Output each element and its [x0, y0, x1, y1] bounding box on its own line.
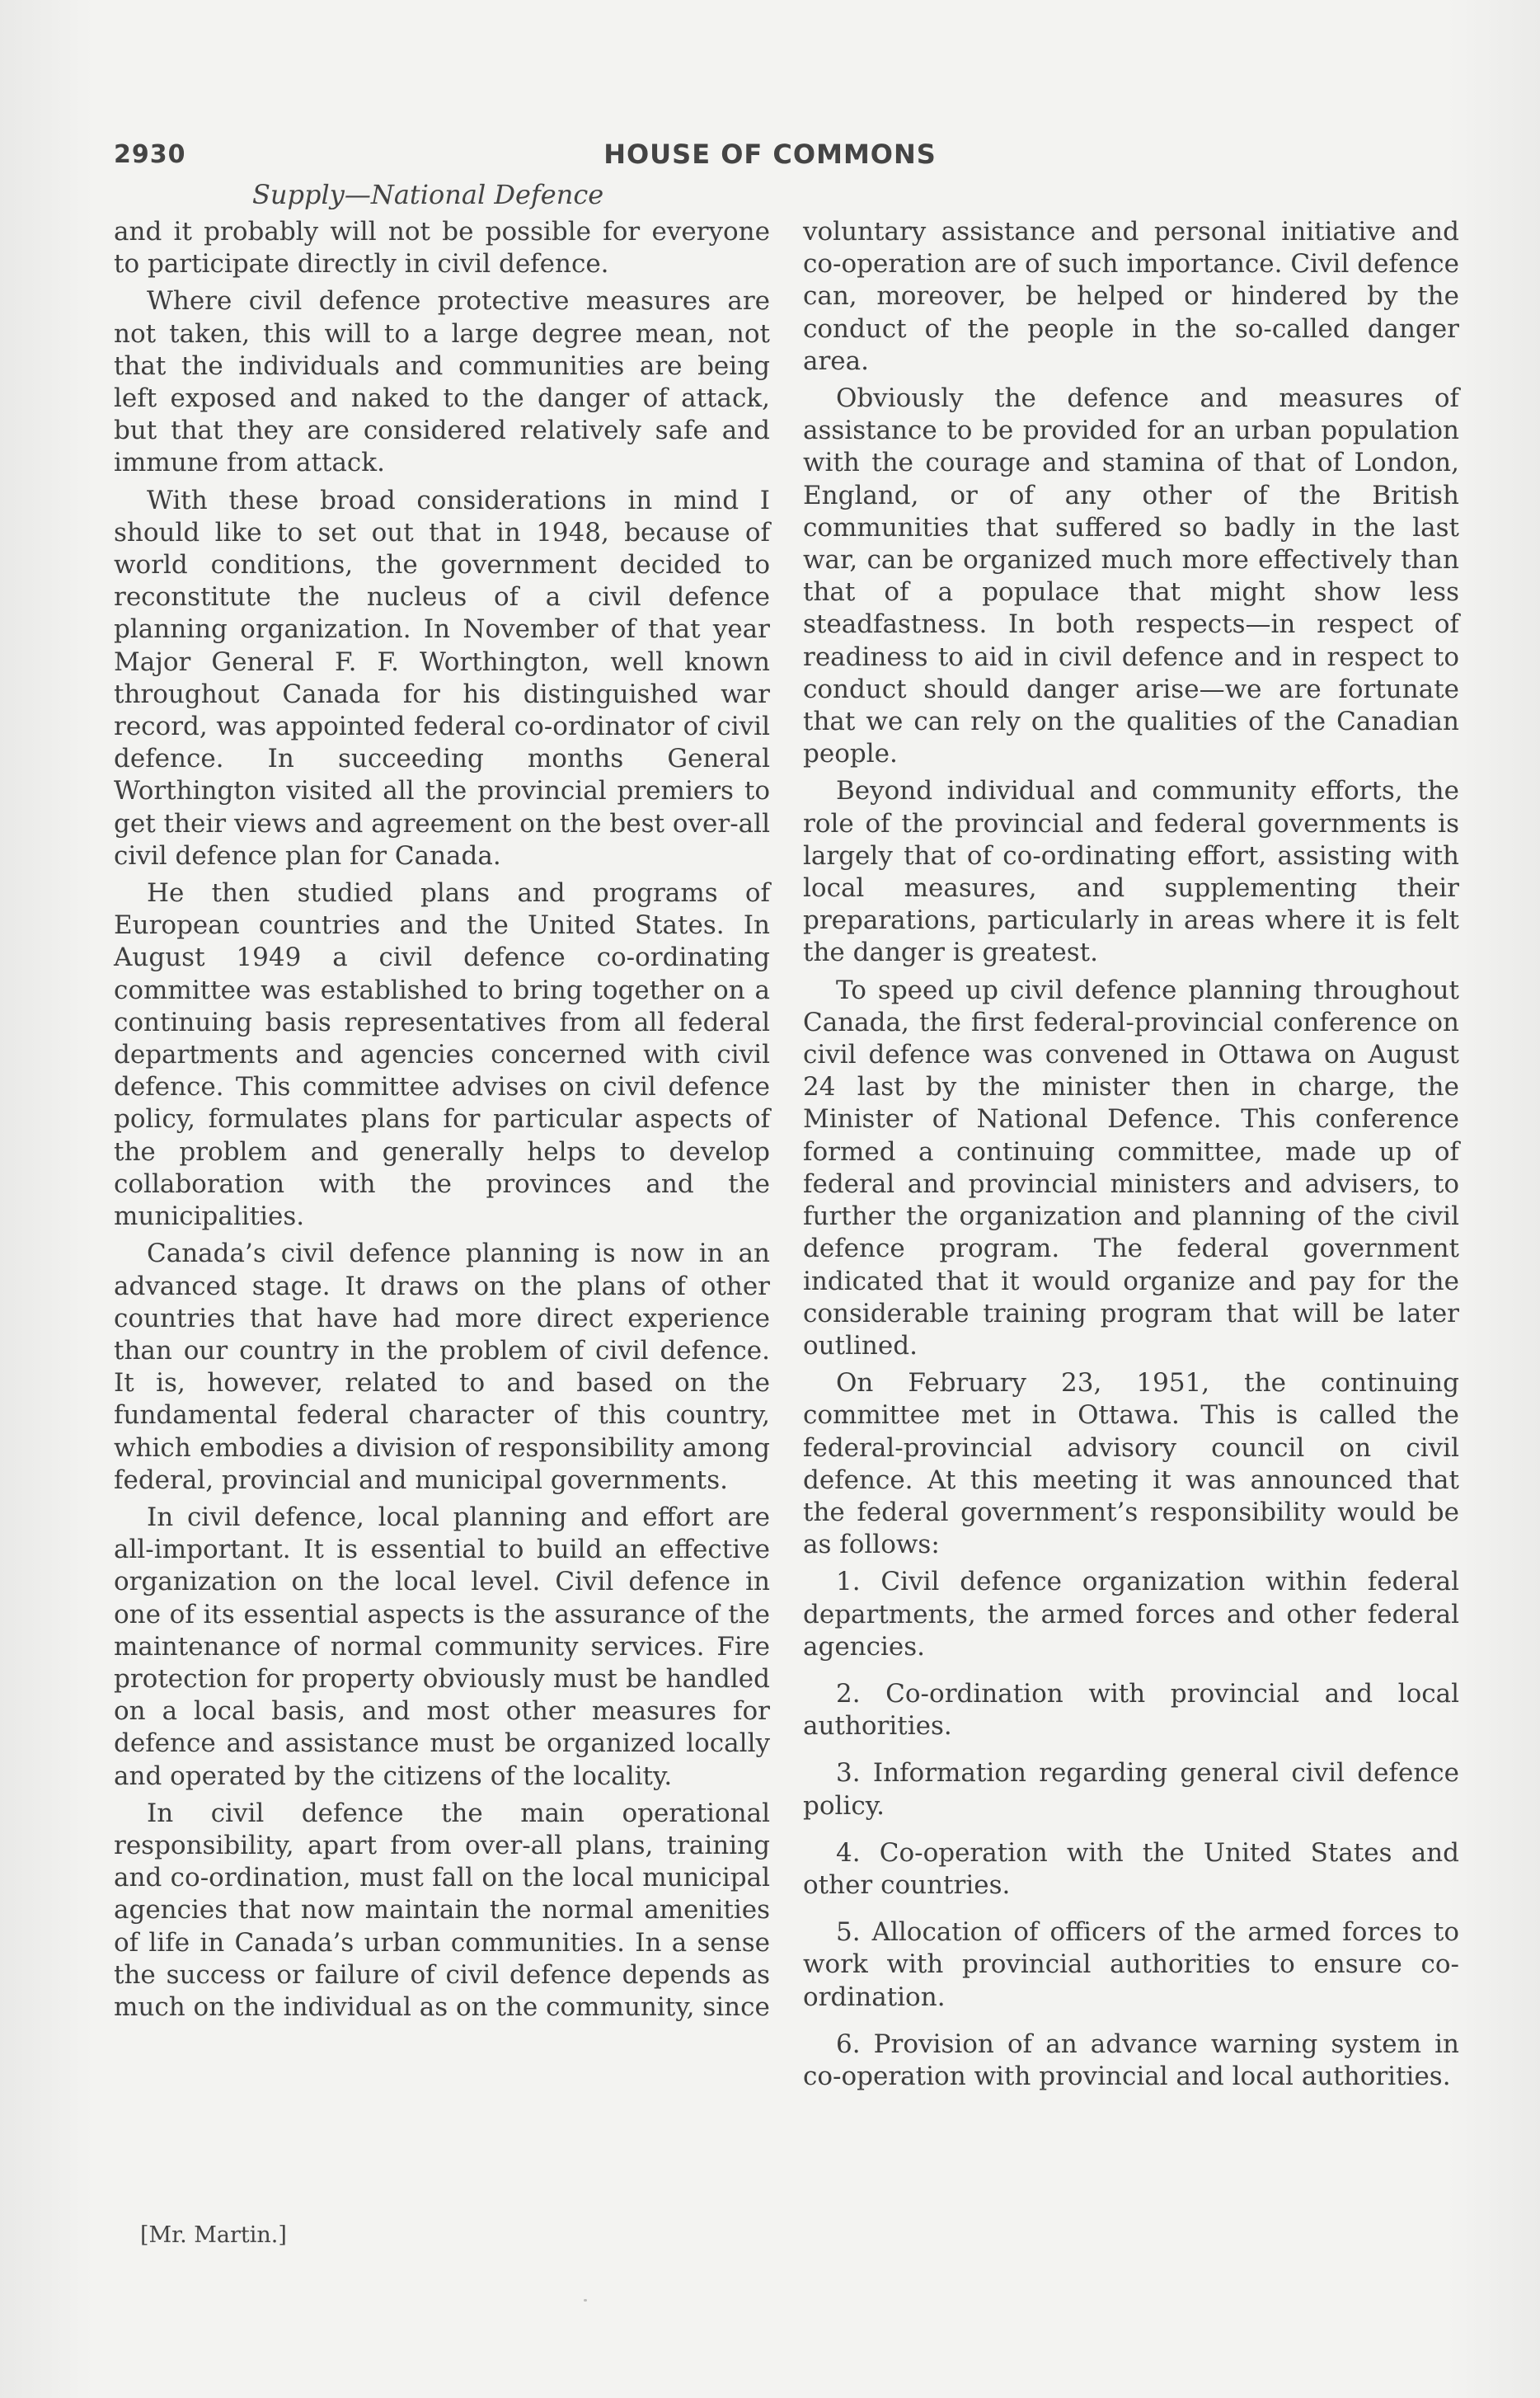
list-item: 6. Provision of an advance warning system in co-operation with provincial and local authorities. — [803, 2029, 1459, 2091]
left-column — [114, 216, 770, 2029]
list-item: 1. Civil defence organization within federal departments, the armed forces and other federal agencies. — [803, 1567, 1459, 1662]
paragraph: and it probably will not be possible for everyone to participate directly in civil defence. — [114, 217, 770, 280]
paragraph: Canada’s civil defence planning is now in an advanced stage. It draws on the plans of other countries that have had more direct experience than our country in the problem of civil defence. It is, however, related to and based on the fundamental federal character of this country, which embodies a division of responsibility among federal, provincial and municipal governments. — [114, 1239, 770, 1495]
speaker-attribution: [Mr. Martin.] — [140, 2222, 287, 2248]
paragraph: To speed up civil defence planning throughout Canada, the first federal-provincial conference on civil defence was convened in Ottawa on August 24 last by the minister then in charge, the Minister of National Defence. This conference formed a continuing committee, made up of federal and provincial ministers and advisers, to further the organization and planning of the civil defence program. The federal government indicated that it would organize and pay for the considerable training program that will be later outlined. — [803, 975, 1459, 1361]
paragraph: In civil defence the main operational responsibility, apart from over-all plans, training and co-ordination, must fall on the local municipal agencies that now maintain the normal amenities of life in Canada’s urban communities. In a sense the success or failure of civil defence depends as much on the individual as on the community, since — [114, 1798, 770, 2022]
paragraph: voluntary assistance and personal initiative and co-operation are of such importance. Civil defence can, moreover, be helped or hindered by the conduct of the people in the so-called danger area. — [803, 217, 1459, 376]
paragraph: On February 23, 1951, the continuing committee met in Ottawa. This is called the federal-provincial advisory council on civil defence. At this meeting it was announced that the federal government’s responsibility would be as follows: — [803, 1368, 1459, 1560]
list-item: 4. Co-operation with the United States and other countries. — [803, 1837, 1459, 1900]
right-column — [803, 216, 1459, 2108]
running-head: HOUSE OF COMMONS — [603, 139, 937, 170]
paragraph: He then studied plans and programs of European countries and the United States. In August 1949 a civil defence co-ordinating committee was established to bring together on a continuing basis representatives from all federal departments and agencies concerned with civil defence. This committee advises on civil defence policy, formulates plans for particular aspects of the problem and generally helps to develop collaboration with the provinces and the municipalities. — [114, 878, 770, 1232]
paragraph: With these broad considerations in mind I should like to set out that in 1948, because of world conditions, the government decided to reconstitute the nucleus of a civil defence planning organization. In November of that year Major General F. F. Worthington, well known throughout Canada for his distinguished war record, was appointed federal co-ordinator of civil defence. In succeeding months General Worthington visited all the provincial premiers to get their views and agreement on the best over-all civil defence plan for Canada. — [114, 485, 770, 871]
section-subtitle: Supply—National Defence — [252, 179, 604, 210]
paragraph: In civil defence, local planning and effort are all-important. It is essential to build an effective organization on the local level. Civil defence in one of its essential aspects is the assurance of the maintenance of normal community services. Fire protection for property obviously must be handled on a local basis, and most other measures for defence and assistance must be organized locally and operated by the citizens of the locality. — [114, 1502, 770, 1791]
page-number: 2930 — [114, 140, 186, 169]
paragraph: Where civil defence protective measures are not taken, this will to a large degree mean, not that the individuals and communities are being left exposed and naked to the danger of attack, but that they are considered relatively safe and immune from attack. — [114, 286, 770, 478]
paragraph: Obviously the defence and measures of assistance to be provided for an urban population with the courage and stamina of that of London, England, or of any other of the British communities that suffered so badly in the last war, can be organized much more effectively than that of a populace that might show less steadfastness. In both respects—in respect of readiness to aid in civil defence and in respect to conduct should danger arise—we are fortunate that we can rely on the qualities of the Canadian people. — [803, 383, 1459, 769]
list-item: 3. Information regarding general civil defence policy. — [803, 1758, 1459, 1821]
list-item: 5. Allocation of officers of the armed forces to work with provincial authorities to ensure co-ordination. — [803, 1917, 1459, 2012]
scan-speck — [584, 2299, 587, 2302]
paragraph: Beyond individual and community efforts, the role of the provincial and federal governments is largely that of co-ordinating effort, assisting with local measures, and supplementing their preparations, particularly in areas where it is felt the danger is greatest. — [803, 776, 1459, 968]
list-item: 2. Co-ordination with provincial and local authorities. — [803, 1678, 1459, 1742]
